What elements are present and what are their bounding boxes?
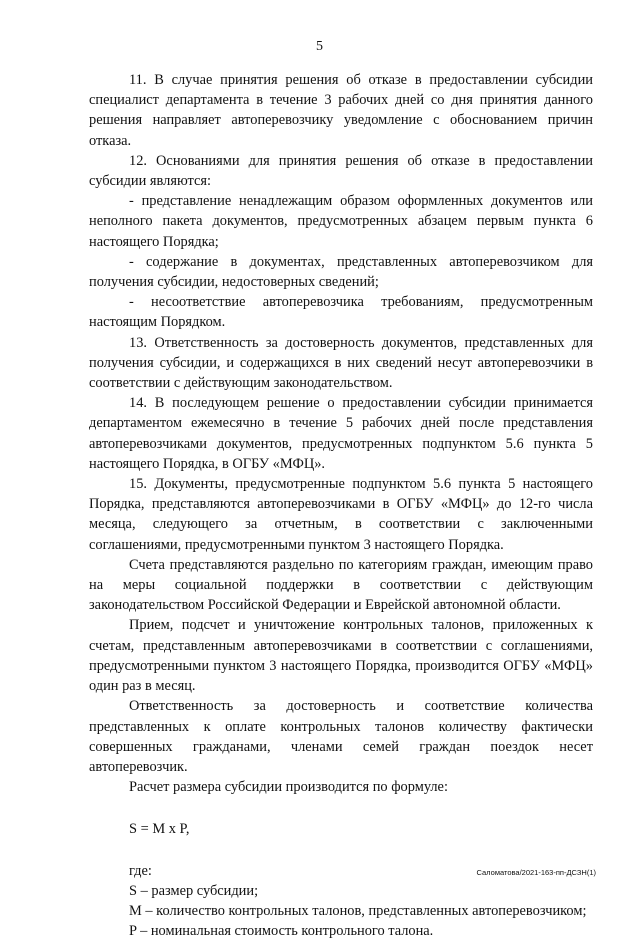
definition-p: P – номинальная стоимость контрольного талона.	[129, 923, 434, 940]
paragraph-14: 14. В последующем решение о предоставлении субсидии принимается департаментом ежемесячно в течение 5 рабочих дней после представления автоперевозчиками документов, предусмотренных подпунктом 5.6 пункта 5 настоящего Порядка, в ОГБУ «МФЦ».	[89, 395, 593, 472]
paragraph-responsibility: Ответственность за достоверность и соответствие количества представленных к оплате контрольных талонов количеству фактически совершенных гражданами, членами семей граждан поездок несет автоперевозчик.	[89, 698, 593, 775]
definition-m: M – количество контрольных талонов, представленных автоперевозчиком;	[129, 902, 587, 919]
refusal-ground-noncompliance: - несоответствие автоперевозчика требованиям, предусмотренным настоящим Порядком.	[89, 294, 593, 331]
paragraph-coupon-processing: Прием, подсчет и уничтожение контрольных талонов, приложенных к счетам, представленным автоперевозчиками в соответствии с соглашениями, предусмотренными пунктом 3 настоящего Порядка, производится ОГБУ «МФЦ» один раз в месяц.	[89, 617, 593, 695]
paragraph-invoices: Счета представляются раздельно по категориям граждан, имеющим право на меры социальной поддержки в соответствии с действующим законодательством Российской Федерации и Еврейской автономной области.	[89, 556, 593, 614]
document-footer-code: Саломатова/2021-163-пп-ДСЗН(1)	[476, 868, 596, 877]
formula-where: где:	[129, 862, 152, 879]
paragraph-12: 12. Основаниями для принятия решения об отказе в предоставлении субсидии являются:	[89, 152, 593, 190]
subsidy-formula: S = M x P,	[129, 821, 190, 838]
refusal-ground-documents: - представление ненадлежащим образом оформленных документов или неполного пакета документов, предусмотренных абзацем первым пункта 6 настоящего Порядка;	[89, 193, 593, 250]
document-body	[89, 70, 593, 941]
definition-s: S – размер субсидии;	[129, 882, 259, 899]
paragraph-15: 15. Документы, предусмотренные подпунктом 5.6 пункта 5 настоящего Порядка, представляются автоперевозчиками в ОГБУ «МФЦ» до 12-го числа месяца, следующего за отчетным, в соответствии с заключенными соглашениями, предусмотренными пунктом 3 настоящего Порядка.	[89, 476, 593, 553]
paragraph-11: 11. В случае принятия решения об отказе в предоставлении субсидии специалист департамента в течение 3 рабочих дней со дня принятия данного решения направляет автоперевозчику уведомление с обоснованием причин отказа.	[89, 72, 593, 149]
paragraph-formula-intro: Расчет размера субсидии производится по формуле:	[129, 779, 448, 796]
paragraph-13: 13. Ответственность за достоверность документов, представленных для получения субсидии, и содержащихся в них сведений несут автоперевозчики в соответствии с действующим законодательством.	[89, 334, 593, 392]
page-number: 5	[316, 39, 323, 54]
refusal-ground-false-info: - содержание в документах, представленных автоперевозчиком для получения субсидии, недостоверных сведений;	[89, 253, 593, 291]
